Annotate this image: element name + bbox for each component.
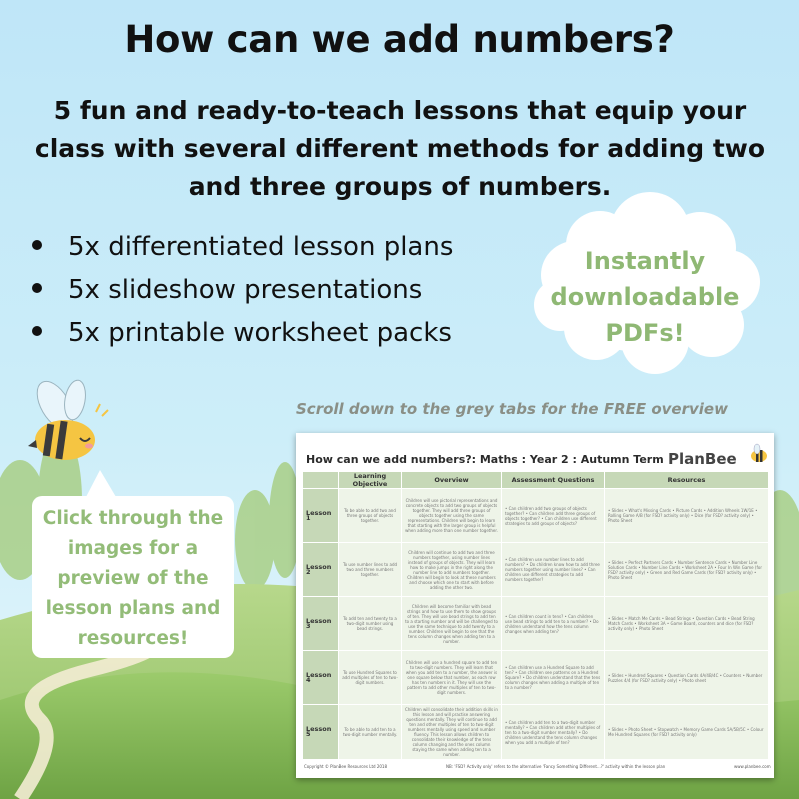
overview: Children will consolidate their addition skills in this lesson and will practise answering questions mentally. They will continue to add ten and other multiples of ten to two-digit numbers mentally using speed and number fluency. This lesson allows children to consolidate their knowledge of the tens column changing and the ones column staying the same when adding ten to a number.: [402, 705, 502, 760]
overview: Children will use pictorial representations and concrete objects to add two groups of objects together. They will add three groups of objects together using the same representations. Children will begin to learn that starting with the larger group is helpful when adding more than one number together.: [402, 489, 502, 543]
planbee-logo: PlanBee: [668, 450, 737, 468]
lesson-table: [302, 471, 769, 760]
table-row: [303, 489, 769, 543]
feature-label: 5x slideshow presentations: [68, 275, 423, 305]
lesson-label: Lesson 3: [303, 597, 339, 651]
table-row: [303, 597, 769, 651]
table-row: [303, 543, 769, 597]
lesson-label: Lesson 2: [303, 543, 339, 597]
speech-bubble-text: Click through the images for a preview of the lesson plans and resources!: [42, 508, 224, 649]
lesson-label: Lesson 4: [303, 651, 339, 705]
column-header: Assessment Questions: [502, 472, 605, 489]
scroll-note: Scroll down to the grey tabs for the FREE overview: [296, 400, 728, 418]
overview: Children will continue to add two and three numbers together, using number lines instead of groups of objects. They will learn how to make jumps in the right along the number line to add numbers together. Children will begin to look at these numbers and choose which one to start with before adding the other two.: [402, 543, 502, 597]
feature-label: 5x differentiated lesson plans: [68, 232, 454, 262]
learning-objective: To be able to add two and three groups of objects together.: [339, 489, 402, 543]
assessment-questions: • Can children use a Hundred Square to add ten? • Can children see patterns on a Hundred Square? • Do children understand that the tens column changes when adding a multiple of ten to a number?: [502, 651, 605, 705]
header-empty: [303, 472, 339, 489]
bullet-icon: [32, 240, 42, 250]
bullet-icon: [32, 326, 42, 336]
overview: Children will use a hundred square to add ten to two-digit numbers. They will learn that when you add ten to a number, the answer is one square below that number, as each row has ten numbers in it. They will use the pattern to add other multiples of ten to two-digit numbers.: [402, 651, 502, 705]
resources: • Slides • Perfect Partners Cards • Number Sentence Cards • Number Line Solution Cards • Number Line Cards • Worksheet 2A • Four In Win Game (for FSD? activity only) • Green and Red Game Cards (for FSD? activity only) • Photo Sheet: [605, 543, 769, 597]
overview: Children will become familiar with bead strings and how to use them to show groups of ten. They will use bead strings to add ten to a starting number and will be challenged to use the same technique to add twenty to a number. Children will begin to see that the tens column changes when adding ten to a number.: [402, 597, 502, 651]
column-header: Learning Objective: [339, 472, 402, 489]
lesson-label: Lesson 1: [303, 489, 339, 543]
assessment-questions: • Can children use number lines to add numbers? • Do children know how to add three numbers together using number lines? • Can children use different strategies to add numbers together?: [502, 543, 605, 597]
lesson-overview-preview[interactable]: [296, 433, 774, 778]
column-header: Resources: [605, 472, 769, 489]
assessment-questions: • Can children count in tens? • Can children use bead strings to add ten to a number? • Do children understand how the tens column changes when adding ten?: [502, 597, 605, 651]
bee-logo-icon: [748, 443, 770, 465]
doc-url: www.planbee.com: [734, 764, 771, 769]
learning-objective: To be able to add ten to a two-digit number mentally.: [339, 705, 402, 760]
column-header: Overview: [402, 472, 502, 489]
page-subtitle: 5 fun and ready-to-teach lessons that equip your class with several different methods for adding two and three groups of numbers.: [34, 96, 766, 201]
resources: • Slides • Hundred Squares • Question Cards 4A/4B/4C • Counters • Number Puzzles 4/4 (for FSD? activity only) • Photo sheet: [605, 651, 769, 705]
bullet-icon: [32, 283, 42, 293]
resources: • Slides • Photo Sheet • Stopwatch • Memory Game Cards 5A/5B/5C • Colour Me Hundred Squares (for FSD? activity only): [605, 705, 769, 760]
learning-objective: To add ten and twenty to a two-digit number using bead strings.: [339, 597, 402, 651]
cloud-callout: Instantly downloadable PDFs!: [550, 247, 740, 347]
doc-footnote: NB: 'FSD? Activity only' refers to the alternative 'Fancy Something Different...?' activity within the lesson plan: [446, 764, 666, 769]
feature-item: [32, 269, 453, 312]
feature-item: [32, 312, 453, 355]
doc-copyright: Copyright © PlanBee Resources Ltd 2018: [304, 764, 388, 769]
lesson-label: Lesson 5: [303, 705, 339, 760]
doc-title: How can we add numbers?: Maths : Year 2 : Autumn Term: [306, 453, 664, 466]
feature-list: [32, 226, 453, 355]
resources: • Slides • What's Missing Cards • Picture Cards • Addition Wheels 1W/1E • Rolling Game A/B (for FSD? activity only) • Dice (for FSD? activity only) • Photo Sheet: [605, 489, 769, 543]
assessment-questions: • Can children add two groups of objects together? • Can children add three groups of objects together? • Can children use different strategies to add groups of objects?: [502, 489, 605, 543]
table-row: [303, 651, 769, 705]
learning-objective: To use number lines to add two and three numbers together.: [339, 543, 402, 597]
assessment-questions: • Can children add ten to a two-digit number mentally? • Can children add other multiples of ten to a two-digit number mentally? • Do children understand the tens column changes when you add a multiple of ten?: [502, 705, 605, 760]
feature-item: [32, 226, 453, 269]
table-row: [303, 705, 769, 760]
feature-label: 5x printable worksheet packs: [68, 318, 452, 348]
table-header-row: [303, 472, 769, 489]
learning-objective: To use Hundred Squares to add multiples of ten to two-digit numbers.: [339, 651, 402, 705]
page-title: How can we add numbers?: [124, 18, 675, 61]
resources: • Slides • Match Me Cards • Bead Strings • Question Cards • Bead String Match Cards • Worksheet 3A • Game Board, counters and dice (for FSD? activity only) • Photo Sheet: [605, 597, 769, 651]
